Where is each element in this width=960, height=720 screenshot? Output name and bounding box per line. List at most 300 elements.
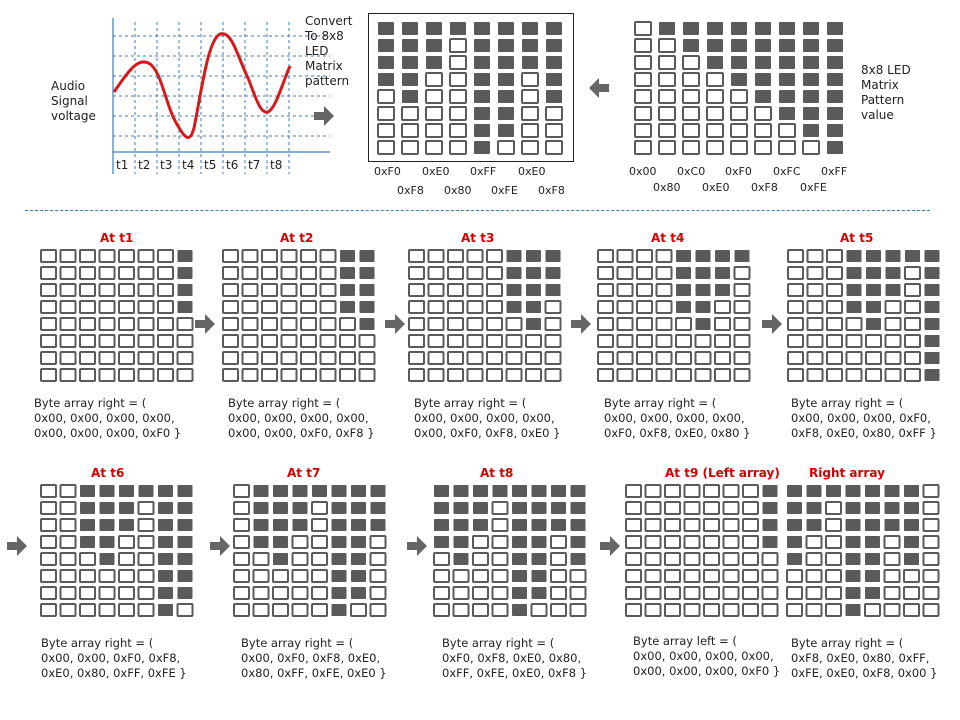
led-on — [696, 250, 711, 262]
led-off — [905, 369, 920, 381]
led-off — [234, 570, 249, 582]
step-arrow-icon — [210, 536, 232, 556]
led-off — [139, 250, 154, 262]
led-on — [755, 39, 771, 52]
led-on — [827, 141, 843, 154]
led-off — [546, 335, 561, 347]
led-on — [526, 318, 541, 330]
led-off — [293, 553, 308, 565]
led-on — [402, 56, 418, 69]
led-on — [526, 250, 541, 262]
caption-line: Byte array right = ( — [442, 636, 555, 650]
led-off — [826, 604, 841, 616]
led-off — [119, 267, 134, 279]
led-off — [100, 587, 115, 599]
led-on — [865, 587, 880, 599]
led-off — [626, 604, 641, 616]
led-off — [788, 284, 803, 296]
led-on — [865, 553, 880, 565]
led-on — [351, 502, 366, 514]
led-on — [532, 502, 547, 514]
led-on — [378, 22, 394, 35]
led-off — [626, 485, 641, 497]
led-off — [312, 553, 327, 565]
led-off — [409, 301, 424, 313]
led-grid — [377, 21, 569, 157]
led-off — [254, 587, 269, 599]
led-off — [635, 107, 651, 120]
led-off — [487, 267, 502, 279]
led-off — [665, 485, 680, 497]
led-off — [715, 318, 730, 330]
led-off — [807, 604, 822, 616]
led-off — [429, 284, 444, 296]
led-off — [473, 587, 488, 599]
caption-line: Byte array right = ( — [241, 636, 354, 650]
led-off — [61, 485, 76, 497]
led-off — [340, 318, 355, 330]
led-off — [808, 301, 823, 313]
led-off — [80, 553, 95, 565]
step-arrow-icon — [7, 536, 29, 556]
led-on — [866, 250, 881, 262]
led-on — [158, 519, 173, 531]
led-on — [846, 519, 861, 531]
led-off — [301, 250, 316, 262]
led-off — [635, 141, 651, 154]
byte-array-caption — [633, 634, 780, 679]
led-on — [512, 587, 527, 599]
led-off — [808, 250, 823, 262]
led-off — [904, 604, 919, 616]
led-on — [332, 485, 347, 497]
led-off — [659, 39, 675, 52]
led-on — [522, 39, 538, 52]
step-led-matrix — [625, 484, 781, 624]
led-on — [474, 39, 490, 52]
led-off — [61, 267, 76, 279]
led-on — [787, 519, 802, 531]
led-off — [755, 141, 771, 154]
led-off — [139, 301, 154, 313]
led-off — [409, 267, 424, 279]
led-off — [724, 553, 739, 565]
led-off — [724, 570, 739, 582]
led-off — [139, 369, 154, 381]
byte-array-caption — [228, 396, 375, 441]
led-off — [312, 587, 327, 599]
led-off — [80, 369, 95, 381]
led-off — [635, 39, 651, 52]
led-off — [659, 124, 675, 137]
led-off — [273, 587, 288, 599]
caption-line: 0xF0, 0xF8, 0xE0, 0x80 } — [604, 426, 751, 440]
led-off — [704, 604, 719, 616]
led-off — [100, 604, 115, 616]
step-title: Right array — [809, 466, 885, 480]
led-off — [685, 502, 700, 514]
led-on — [371, 485, 386, 497]
led-off — [158, 369, 173, 381]
led-on — [293, 485, 308, 497]
led-off — [450, 141, 466, 154]
led-off — [454, 604, 469, 616]
led-off — [905, 301, 920, 313]
led-off — [493, 570, 508, 582]
led-off — [434, 587, 449, 599]
led-on — [434, 485, 449, 497]
led-on — [925, 250, 940, 262]
led-on — [803, 90, 819, 103]
led-off — [434, 570, 449, 582]
led-off — [293, 536, 308, 548]
step-arrow-icon — [195, 314, 217, 334]
led-on — [100, 502, 115, 514]
led-off — [448, 369, 463, 381]
led-on — [119, 485, 134, 497]
led-off — [657, 267, 672, 279]
led-on — [715, 284, 730, 296]
led-off — [321, 301, 336, 313]
led-on — [779, 39, 795, 52]
led-off — [808, 335, 823, 347]
led-off — [526, 352, 541, 364]
led-off — [100, 301, 115, 313]
led-off — [788, 369, 803, 381]
led-off — [546, 124, 562, 137]
led-on — [526, 267, 541, 279]
led-off — [924, 570, 939, 582]
led-off — [885, 536, 900, 548]
led-on — [846, 553, 861, 565]
led-off — [262, 335, 277, 347]
led-on — [904, 553, 919, 565]
led-on — [865, 570, 880, 582]
led-on — [763, 519, 778, 531]
led-off — [598, 369, 613, 381]
led-off — [178, 318, 193, 330]
led-off — [924, 519, 939, 531]
led-off — [626, 570, 641, 582]
led-off — [321, 284, 336, 296]
led-off — [448, 352, 463, 364]
led-off — [61, 519, 76, 531]
led-off — [468, 318, 483, 330]
back-arrow-icon — [589, 78, 611, 98]
led-on — [846, 536, 861, 548]
led-off — [787, 604, 802, 616]
led-on — [351, 553, 366, 565]
led-on — [454, 536, 469, 548]
led-on — [254, 536, 269, 548]
led-off — [243, 318, 258, 330]
led-off — [468, 284, 483, 296]
led-off — [360, 369, 375, 381]
led-off — [807, 587, 822, 599]
led-on — [807, 519, 822, 531]
led-off — [139, 318, 154, 330]
led-off — [119, 570, 134, 582]
led-off — [598, 284, 613, 296]
pattern-led-matrix — [377, 21, 569, 161]
led-on — [683, 22, 699, 35]
led-off — [827, 369, 842, 381]
led-off — [571, 570, 586, 582]
led-off — [450, 73, 466, 86]
led-off — [635, 124, 651, 137]
led-off — [618, 284, 633, 296]
led-off — [41, 267, 56, 279]
led-off — [293, 604, 308, 616]
led-off — [234, 604, 249, 616]
caption-line: 0x00, 0x00, 0xF0, 0xF8 } — [228, 426, 375, 440]
led-on — [80, 536, 95, 548]
led-off — [755, 124, 771, 137]
led-on — [846, 502, 861, 514]
led-off — [493, 536, 508, 548]
caption-line: 0x00, 0x00, 0x00, 0xF0 } — [34, 426, 182, 440]
led-off — [659, 90, 675, 103]
led-off — [178, 335, 193, 347]
led-on — [532, 553, 547, 565]
led-off — [522, 124, 538, 137]
led-off — [100, 570, 115, 582]
led-off — [847, 318, 862, 330]
caption-line: Byte array right = ( — [414, 396, 527, 410]
led-on — [803, 107, 819, 120]
caption-line: Byte array right = ( — [41, 636, 154, 650]
led-off — [707, 73, 723, 86]
led-on — [779, 90, 795, 103]
byte-array-caption — [34, 396, 181, 441]
led-off — [223, 369, 238, 381]
led-off — [735, 267, 750, 279]
led-off — [904, 570, 919, 582]
led-off — [635, 22, 651, 35]
led-off — [704, 587, 719, 599]
led-on — [925, 369, 940, 381]
led-off — [886, 352, 901, 364]
led-off — [402, 141, 418, 154]
led-off — [487, 284, 502, 296]
led-on — [351, 570, 366, 582]
led-on — [474, 107, 490, 120]
led-off — [546, 301, 561, 313]
led-off — [487, 250, 502, 262]
led-off — [80, 335, 95, 347]
led-on — [371, 502, 386, 514]
led-on — [885, 519, 900, 531]
led-off — [924, 587, 939, 599]
led-off — [807, 536, 822, 548]
led-on — [158, 536, 173, 548]
led-on — [158, 485, 173, 497]
byte-array-caption — [41, 636, 187, 681]
time-label: t1 — [116, 158, 129, 172]
led-off — [685, 587, 700, 599]
caption-line: Byte array left = ( — [633, 634, 737, 648]
led-off — [262, 267, 277, 279]
led-off — [696, 352, 711, 364]
led-on — [340, 284, 355, 296]
led-off — [450, 90, 466, 103]
led-off — [659, 141, 675, 154]
led-grid — [40, 484, 196, 620]
step-led-matrix — [222, 249, 378, 389]
led-off — [429, 318, 444, 330]
led-off — [119, 352, 134, 364]
led-on — [158, 570, 173, 582]
hex-label: 0xF8 — [751, 181, 778, 194]
led-off — [808, 284, 823, 296]
led-off — [139, 536, 154, 548]
led-on — [526, 301, 541, 313]
led-off — [637, 352, 652, 364]
led-off — [735, 318, 750, 330]
led-on — [507, 250, 522, 262]
led-off — [61, 301, 76, 313]
led-off — [243, 284, 258, 296]
step-led-matrix — [233, 484, 389, 624]
led-off — [321, 267, 336, 279]
led-grid — [634, 21, 850, 157]
led-off — [41, 502, 56, 514]
led-on — [473, 502, 488, 514]
led-off — [735, 335, 750, 347]
led-off — [626, 519, 641, 531]
led-on — [827, 22, 843, 35]
led-on — [254, 485, 269, 497]
led-off — [905, 318, 920, 330]
led-off — [826, 519, 841, 531]
byte-array-caption — [791, 636, 937, 681]
led-grid — [408, 249, 564, 385]
led-on — [498, 90, 514, 103]
led-on — [866, 301, 881, 313]
caption-line: 0xF8, 0xE0, 0x80, 0xFF } — [791, 426, 937, 440]
led-on — [402, 73, 418, 86]
led-off — [61, 335, 76, 347]
led-off — [715, 335, 730, 347]
led-off — [468, 267, 483, 279]
led-on — [493, 485, 508, 497]
led-off — [119, 587, 134, 599]
led-on — [512, 553, 527, 565]
led-on — [925, 267, 940, 279]
led-off — [683, 73, 699, 86]
led-off — [707, 124, 723, 137]
led-on — [254, 519, 269, 531]
led-off — [637, 250, 652, 262]
led-off — [454, 570, 469, 582]
led-off — [41, 318, 56, 330]
led-off — [724, 502, 739, 514]
hex-label: 0xE0 — [518, 165, 546, 178]
led-on — [158, 502, 173, 514]
hex-label: 0xFE — [491, 184, 518, 197]
led-off — [139, 502, 154, 514]
led-on — [402, 39, 418, 52]
led-on — [293, 502, 308, 514]
led-on — [551, 519, 566, 531]
led-off — [866, 369, 881, 381]
led-off — [788, 250, 803, 262]
led-off — [139, 604, 154, 616]
led-on — [787, 536, 802, 548]
led-off — [61, 369, 76, 381]
led-off — [618, 318, 633, 330]
led-on — [178, 284, 193, 296]
led-off — [551, 570, 566, 582]
led-off — [41, 587, 56, 599]
led-off — [119, 301, 134, 313]
led-off — [402, 107, 418, 120]
led-off — [139, 519, 154, 531]
led-off — [139, 587, 154, 599]
led-on — [139, 485, 154, 497]
led-off — [683, 124, 699, 137]
led-on — [827, 39, 843, 52]
led-off — [598, 318, 613, 330]
led-on — [474, 90, 490, 103]
led-off — [468, 369, 483, 381]
caption-line: 0x00, 0x00, 0xF0, 0xF8, — [41, 651, 181, 665]
led-off — [866, 335, 881, 347]
led-on — [571, 485, 586, 497]
led-on — [340, 267, 355, 279]
led-on — [866, 318, 881, 330]
led-on — [905, 250, 920, 262]
led-on — [378, 73, 394, 86]
led-on — [904, 519, 919, 531]
led-off — [657, 301, 672, 313]
led-off — [743, 536, 758, 548]
led-off — [743, 553, 758, 565]
led-off — [735, 369, 750, 381]
led-off — [429, 267, 444, 279]
led-off — [827, 250, 842, 262]
led-on — [332, 502, 347, 514]
led-off — [41, 301, 56, 313]
led-off — [454, 587, 469, 599]
led-off — [847, 369, 862, 381]
led-off — [731, 107, 747, 120]
led-off — [847, 335, 862, 347]
led-off — [743, 502, 758, 514]
caption-line: Byte array right = ( — [228, 396, 341, 410]
led-off — [139, 335, 154, 347]
led-off — [646, 553, 661, 565]
led-on — [100, 536, 115, 548]
led-off — [61, 570, 76, 582]
led-on — [707, 22, 723, 35]
led-off — [158, 284, 173, 296]
led-off — [234, 536, 249, 548]
led-on — [378, 56, 394, 69]
led-off — [788, 335, 803, 347]
led-off — [676, 352, 691, 364]
led-off — [119, 335, 134, 347]
led-off — [498, 141, 514, 154]
led-on — [340, 301, 355, 313]
led-off — [378, 90, 394, 103]
led-grid — [222, 249, 378, 385]
step-title: At t6 — [91, 466, 125, 480]
step-arrow-icon — [762, 314, 784, 334]
led-on — [847, 250, 862, 262]
led-off — [724, 536, 739, 548]
led-off — [696, 369, 711, 381]
